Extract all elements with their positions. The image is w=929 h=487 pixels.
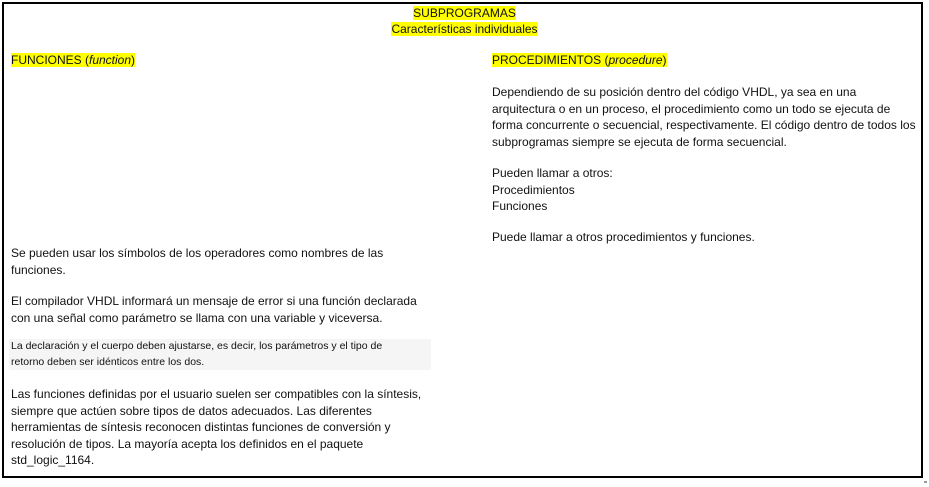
title-line-2: Características individuales	[391, 22, 538, 36]
functions-heading-term: function	[89, 53, 132, 67]
procedures-paragraph-1: Dependiendo de su posición dentro del código VHDL, ya sea en una arquitectura o en un proceso, el procedimiento como un todo se ejecuta de forma concurrente o secuencial, respectivamente. El código dentro de todos los subprogramas siempre se ejecuta de forma secuencial.	[492, 85, 916, 149]
procedures-heading-suffix: )	[662, 53, 667, 67]
title-block	[0, 5, 929, 37]
procedures-heading-prefix: PROCEDIMIENTOS (	[492, 53, 609, 67]
procedures-paragraph-3: Puede llamar a otros procedimientos y funciones.	[492, 230, 755, 244]
procedures-heading	[492, 52, 667, 68]
functions-heading	[11, 52, 135, 68]
functions-paragraph-3: La declaración y el cuerpo deben ajustarse, es decir, los parámetros y el tipo de retorno deben ser idénticos entre los dos.	[9, 339, 431, 370]
title-line-1: SUBPROGRAMAS	[413, 6, 516, 20]
functions-heading-suffix: )	[131, 53, 136, 67]
procedures-paragraph-2: Pueden llamar a otros: Procedimientos Funciones	[492, 166, 613, 213]
functions-paragraph-4: Las funciones definidas por el usuario suelen ser compatibles con la síntesis, siempre que actúen sobre tipos de datos adecuados. Las diferentes herramientas de síntesis reconocen distintas funciones de conversión y resolución de tipos. La mayoría acepta los definidos en el paquete std_logic_1164.	[11, 387, 422, 467]
functions-paragraph-1: Se pueden usar los símbolos de los operadores como nombres de las funciones.	[11, 246, 384, 277]
functions-heading-prefix: FUNCIONES (	[11, 53, 89, 67]
procedures-heading-term: procedure	[608, 53, 663, 67]
corner-mark	[924, 481, 927, 483]
functions-paragraph-2: El compilador VHDL informará un mensaje de error si una función declarada con una señal como parámetro se llama con una variable y viceversa.	[11, 294, 417, 325]
